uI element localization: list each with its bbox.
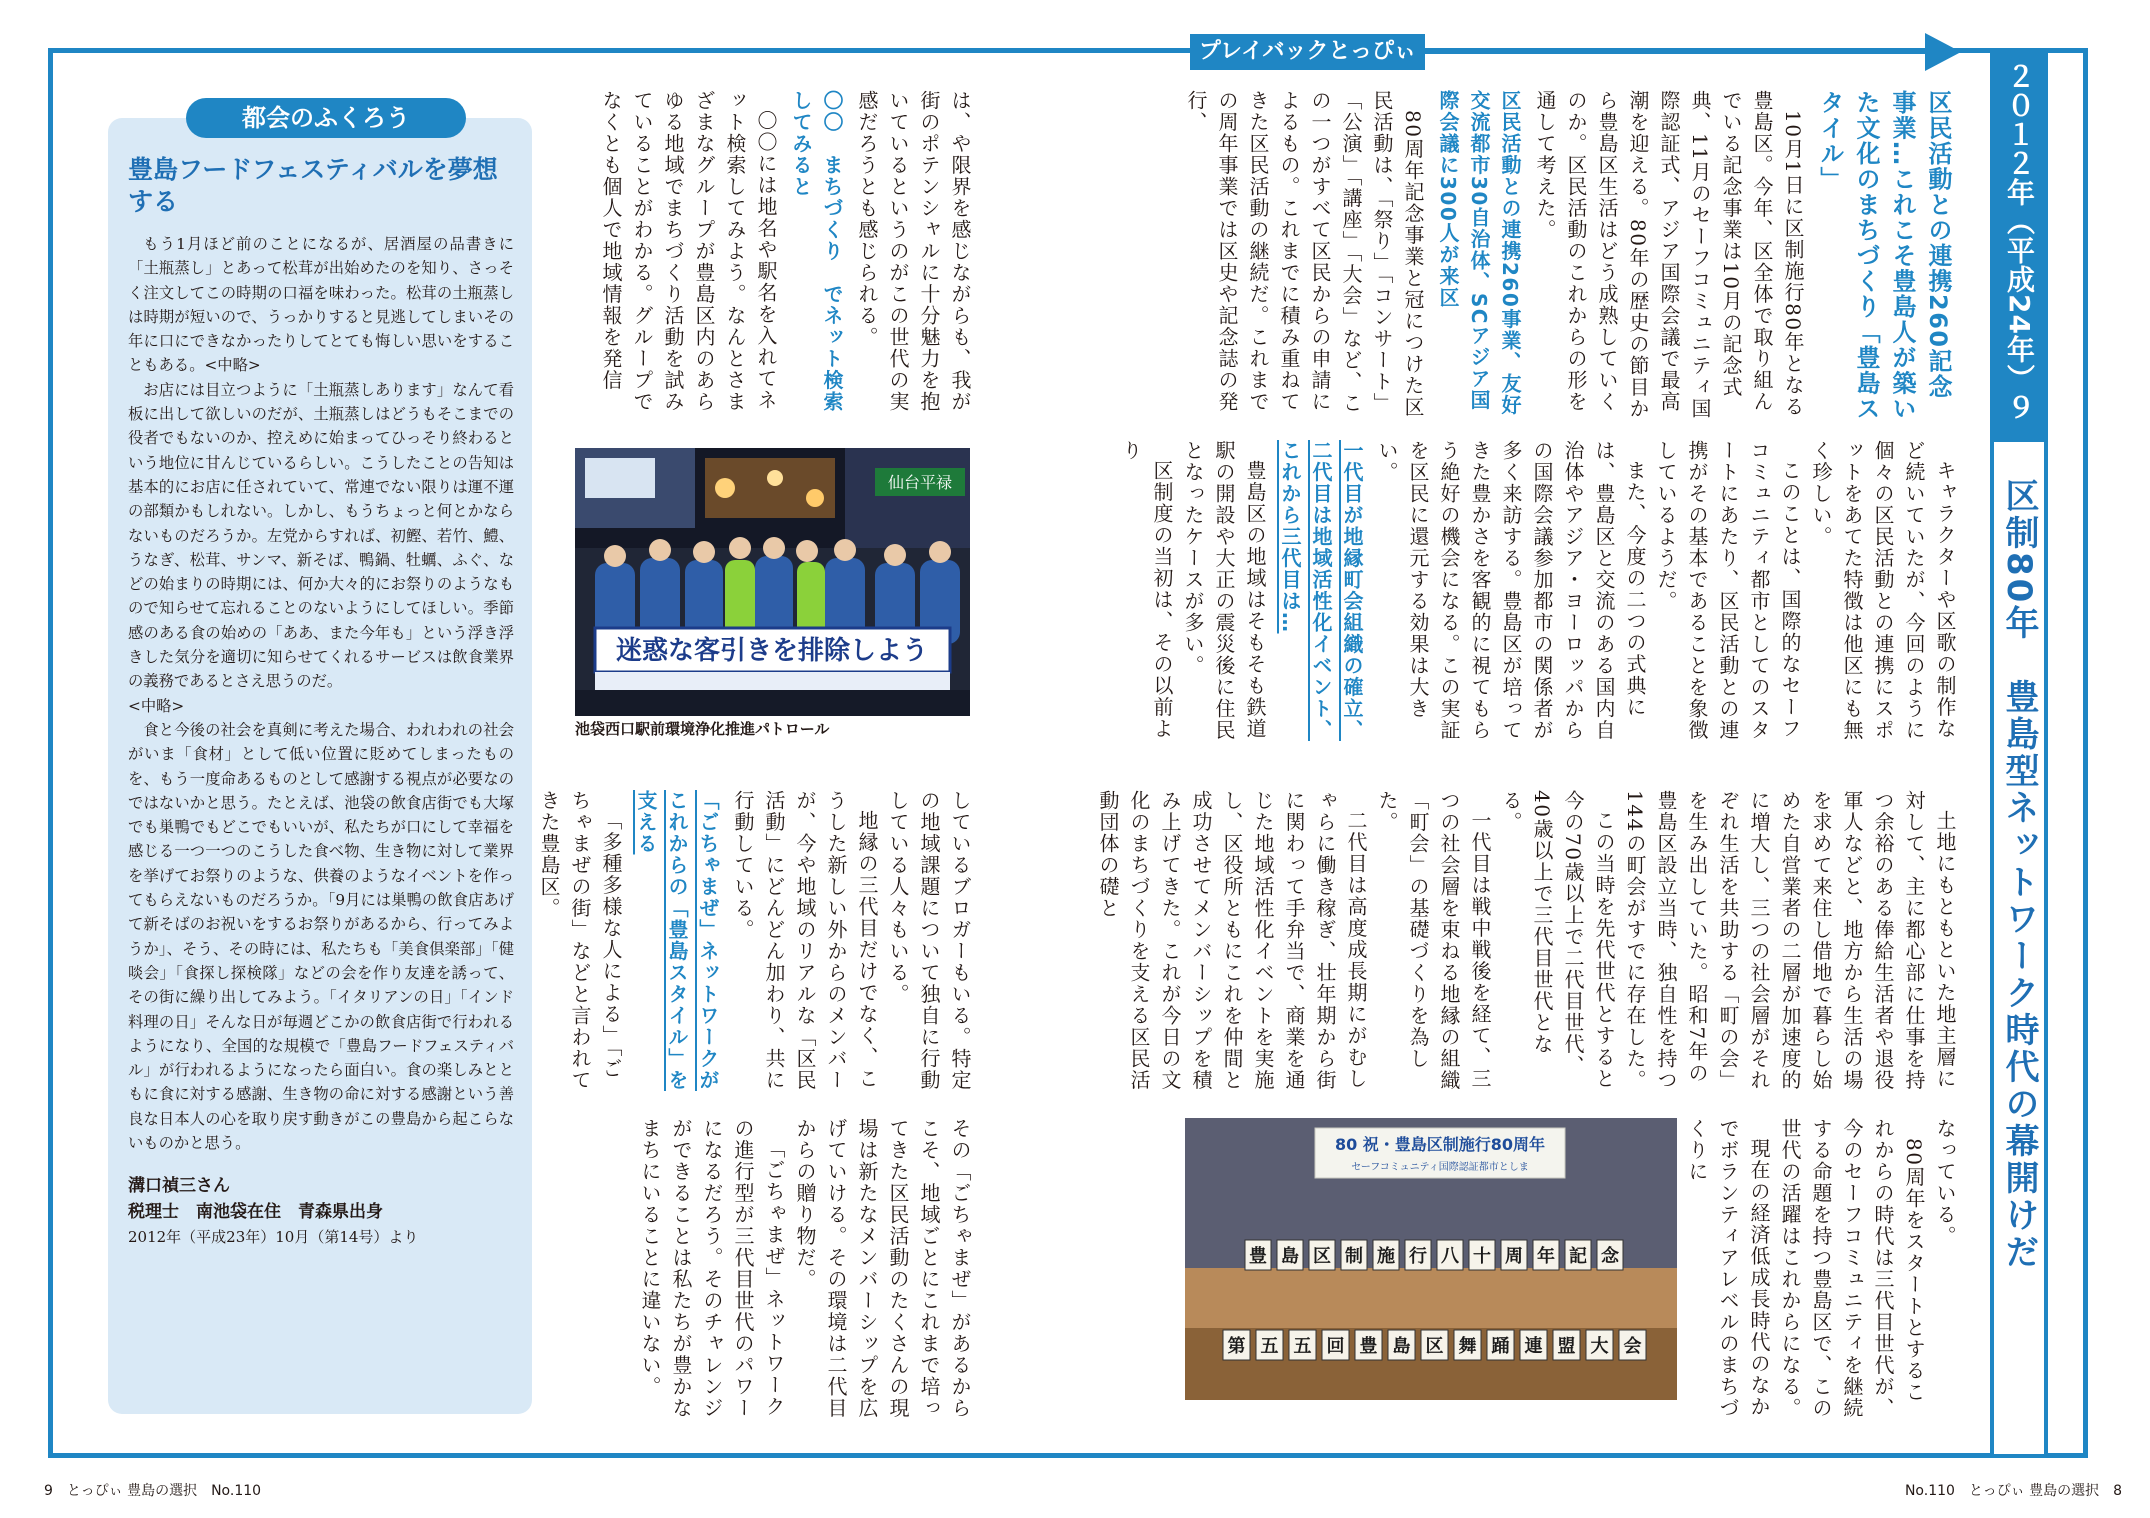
paragraph: 〇〇には地名や駅名を入れてネット検索してみよう。なんとさまざまなグループが豊島区内のあらゆる地域でまちづくり活動を試みていることがわかる。グループでなくとも個人で地域情報を発信 [599, 90, 778, 413]
owl-column-title: 豊島フードフェスティバルを夢想する [128, 155, 498, 216]
paragraph: また、今度の二つの式典には、豊島区と交流のある国内自治体やアジア・ヨーロッパからの国際会議参加都市の関係者が多く来訪する。豊島区が培ってきた豊かさを客観的に視てもらう絶好の機会になる。この実証を区民に還元する効果は大きい。 [1375, 440, 1647, 741]
patrol-photo [575, 448, 970, 716]
article-column-6 [537, 790, 975, 1095]
paragraph: 80周年をスタートとするこれからの時代は三代目世代が、今のセーフコミュニティを継続する命題を持つ豊島区で、この世代の活躍はこれからになる。 [1778, 1118, 1926, 1419]
banner-arrow-line [1425, 49, 1933, 54]
article-column-5 [575, 90, 975, 420]
ceremony-sign-char: 記 [1569, 1246, 1587, 1267]
ceremony-sign-char: 島 [1392, 1336, 1411, 1357]
date-heading: ２０１２年（平成24年）９月（第29号から） [1990, 48, 2048, 438]
paragraph: なっている。 [1933, 1118, 1957, 1247]
paragraph: 一代目は戦中戦後を経て、三つの社会層を束ねる地縁の組織「町会」の基礎づくりを為した。 [1375, 790, 1492, 1091]
owl-paragraph: もう1月ほど前のことになるが、居酒屋の品書きに「土瓶蒸し」とあって松茸が出始めたのを知り、さっそく注文してこの時期の口福を味わった。松茸の土瓶蒸しは時期が短いので、うっかりすると見逃してしまいその年に口にできなかったりしてとても悔しい思いをすることもある。<中略> [128, 235, 514, 375]
paragraph: 区制度の当初は、その以前より [1119, 440, 1174, 740]
ceremony-sign-char: 念 [1601, 1246, 1619, 1267]
paragraph: このことは、国際的なセーフコミュニティ都市としてのスタートにあたり、区民活動との連携がその基本であることを象徴しているようだ。 [1654, 440, 1802, 741]
owl-author-info: 税理士 南池袋在住 青森県出身 [128, 1202, 383, 1223]
paragraph: 「ごちゃまぜ」ネットワークの進行型が三代目世代のパワーになるだろう。そのチャレンジができることは私たちが豊かなまちにいることに違いない。 [638, 1118, 786, 1419]
ceremony-sign-char: 五 [1260, 1336, 1279, 1357]
ceremony-sign-char: 会 [1623, 1336, 1642, 1357]
paragraph: は、や限界を感じながらも、我が街のポテンシャルに十分魅力を抱いているというのがこの世代の実感だろうとも感じられる。 [855, 90, 972, 413]
ceremony-sign-char: 大 [1590, 1336, 1609, 1357]
ceremony-sign-char: 豊 [1359, 1336, 1378, 1357]
patrol-photo-caption: 池袋西口駅前環境浄化推進パトロール [575, 720, 830, 738]
ceremony-sign-char: 十 [1473, 1246, 1491, 1267]
article-column-1 [1184, 90, 1960, 425]
owl-paragraph: 食と今後の社会を真剣に考えた場合、われわれの社会がいま「食材」として低い位置に貶めてしまったものを、もう一度命あるものとして感謝する視点が必要なのではないかと思う。たとえば、池袋の飲食店街でも大塚でも巣鴨でもどこでもいいが、私たちが口にして幸福を感じる一つ一つのこうした食べ物、生き物に対して業界を挙げてお祭りのような、供養のようなイベントを作ってもらえないものだろうか。「9月には巣鴨の飲食店あげて新そばのお祝いをするお祭りがあるから、行ってみようか」、そう、その時には、私たちも「美食倶楽部」「健啖会」「食探し探検隊」などの会を作り友達を誘って、その街に繰り出してみよう。「イタリアンの日」「インド料理の日」そんな日が毎週どこかの飲食店街で行われるようになり、全国的な規模で「豊島フードフェスティバル」が行われるようになったら面白い。食の楽しみとともに食に対する感謝、生き物の命に対する感謝という善良な日本人の心を取り戻す動きがこの豊島から起こらないものかと思う。 [128, 720, 514, 1152]
owl-column-body [128, 232, 514, 1155]
paragraph: 地縁の三代目だけでなく、こうした新しい外からのメンバーが、今や地域のリアルな「区民活動」にどんどん加わり、共に行動している。 [731, 790, 879, 1091]
ceremony-sign-char: 舞 [1458, 1336, 1477, 1357]
ceremony-sign-char: 周 [1505, 1246, 1523, 1267]
paragraph: 「多種多様な人による」「ごちゃまぜの街」などと言われてきた豊島区。 [537, 790, 623, 1091]
ceremony-sign-char: 盟 [1557, 1336, 1576, 1357]
paragraph: キャラクターや区歌の制作など続いていたが、今回のように個々の区民活動との連携にスポットをあてた特徴は他区にも無く珍しい。 [1809, 440, 1957, 741]
article-column-2 [1119, 440, 1960, 745]
paragraph: その「ごちゃまぜ」があるからこそ、地域ごとにこれまで培ってきた区民活動のたくさんの現場は新たなメンバーシップを広げていける。その環境は二代目からの贈り物だ。 [793, 1118, 972, 1419]
subheading-search: 〇〇 まちづくり でネット検索してみると [789, 90, 844, 413]
ceremony-sign-char: 五 [1293, 1336, 1312, 1357]
lead-heading: 区民活動との連携260記念事業…これこそ豊島人が築いた文化のまちづくり「豊島スタイル」 [1816, 90, 1952, 422]
ceremony-sign-char: 制 [1345, 1246, 1363, 1267]
subheading-gochamaze: 「ごちゃまぜ」ネットワークがこれからの「豊島スタイル」を支える [634, 790, 720, 1091]
owl-column-box [108, 118, 532, 1414]
paragraph: 二代目は高度成長期にがむしゃらに働き稼ぎ、壮年期から街に関わって手弁当で、商業を通じた地域活性化イベントを実施し、区役所ともにこれを仲間と成功させてメンバーシップを積み上げてきた。これが今日の文化のまちづくりを支える区民活動団体の礎と [1096, 790, 1368, 1091]
ceremony-sign-char: 年 [1537, 1246, 1555, 1267]
owl-paragraph: <中略> [128, 696, 185, 715]
article-column-3 [1096, 790, 1960, 1095]
ceremony-sign-char: 区 [1425, 1336, 1444, 1357]
ceremony-sign-char: 施 [1377, 1246, 1395, 1267]
ceremony-banner-title: 80 祝・豊島区制施行80周年 [1334, 1135, 1546, 1154]
lead-paragraph: 10月1日に区制施行80年となる豊島区。今年、区全体で取り組んでいる記念事業は10月の記念式典、11月のセーフコミュニティ国際認証式、アジア国際会議で最高潮を迎える。80年の歴史の節目から豊島区生活はどう成熟していくのか。区民活動のこれからの形を通して考えた。 [1533, 90, 1805, 420]
ceremony-sign-char: 連 [1524, 1336, 1543, 1357]
shop-sign-text: 仙台平禄 [887, 473, 953, 492]
paragraph: この当時を先代世代とすると今の70歳以上で二代目世代、40歳以上で三代目世代となる。 [1499, 790, 1616, 1090]
ceremony-sign-char: 区 [1313, 1246, 1331, 1267]
footer-right: No.110 とっぴぃ 豊島の選択 8 [1904, 1483, 2122, 1499]
paragraph: 現在の経済低成長時代のなかでボランティアレベルのまちづくりに [1685, 1118, 1771, 1419]
ceremony-sign-char: 豊 [1249, 1246, 1267, 1267]
footer-left: 9 とっぴぃ 豊島の選択 No.110 [44, 1483, 262, 1499]
owl-source: 2012年（平成23年）10月（第14号）より [128, 1228, 419, 1247]
ceremony-sign-char: 回 [1326, 1336, 1345, 1357]
ceremony-sign-char: 第 [1227, 1336, 1246, 1357]
ceremony-sign-char: 八 [1441, 1246, 1459, 1267]
main-title: 区制80年 豊島型ネットワーク時代の幕開けだ [1990, 438, 2048, 1458]
owl-author-name: 溝口禎三さん [128, 1176, 230, 1197]
owl-paragraph: お店には目立つように「土瓶蒸しあります」なんて看板に出して欲しいのだが、土瓶蒸しはどうもそこまでの役者でもないのか、控えめに始まってひっそり終わるという地位に甘んじているらしい。こうしたことの告知は基本的にお店に任されていて、常連でない限りは運不運の部類かもしれない。しかし、もうちょっと何とかならないものだろうか。左党からすれば、初鰹、若竹、鱧、うなぎ、松茸、サンマ、新そば、鴨鍋、牡蠣、ふぐ、などの始まりの時期には、何か大々的にお祭りのようなもので知らせて忘れることのないようにしてほしい。季節感のある食の始めの「ああ、また今年も」という浮き浮きした気分を適切に知らせてくれるサービスは飲食業界の義務であるとさえ思うのだ。 [128, 380, 514, 691]
owl-column-tab: 都会のふくろう [186, 98, 466, 138]
article-column-4 [1685, 1118, 1960, 1423]
owl-author [128, 1173, 514, 1249]
paragraph: 土地にもともといた地主層に対して、主に都心部に仕事を持つ余裕のある俸給生活者や退役軍人などと、地方から生活の場を求めて来住し借地で暮らし始めた自営業者の二層が加速度的に増大し、三つの社会層がそれぞれ生活を共助する「町の会」を生み出していた。昭和7年の豊島区設立当時、独自性を持つ144の町会がすでに存在した。 [1623, 790, 1957, 1091]
paragraph: しているブロガーもいる。特定の地域課題について独自に行動している人々もいる。 [886, 790, 972, 1091]
paragraph: 豊島区の地域はそもそも鉄道駅の開設や大正の震災後に住民となったケースが多い。 [1181, 440, 1267, 741]
ceremony-photo [1185, 1118, 1677, 1400]
article-column-7 [640, 1118, 975, 1423]
section-banner: プレイバックとっぴぃ [1190, 34, 1425, 70]
patrol-photo-image [575, 448, 970, 716]
paragraph: 80周年記念事業と冠につけた区民活動は、「祭り」「コンサート」「公演」「講座」「大会」など、この一つがすべて区民からの申請によるもの。これまでに積み重ねてきた区民活動の継続だ。これまでの周年事業では区史や記念誌の発行、 [1184, 90, 1425, 418]
ceremony-photo-image [1185, 1118, 1677, 1400]
subheading-events: 区民活動との連携260事業、友好交流都市30自治体、SCアジア国際会議に300人が来区 [1436, 90, 1522, 416]
subheading-generations: 一代目が地縁町会組織の確立、二代目は地域活性化イベント、これから三代目は… [1278, 440, 1364, 741]
ceremony-sign-char: 島 [1281, 1246, 1299, 1267]
patrol-banner-text: 迷惑な客引きを排除しよう [615, 636, 929, 666]
ceremony-sign-char: 踊 [1491, 1336, 1510, 1357]
ceremony-banner-sub: セーフコミュニティ国際認証都市としま [1351, 1162, 1529, 1173]
ceremony-sign-char: 行 [1409, 1246, 1427, 1267]
